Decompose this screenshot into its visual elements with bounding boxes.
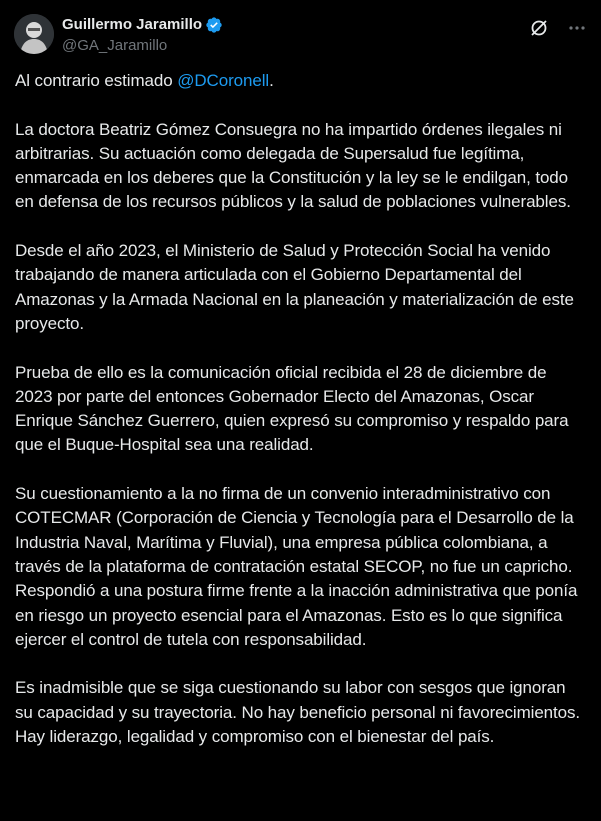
mention-link[interactable]: @DCoronell (177, 71, 270, 90)
tweet-paragraph-1-prefix: Al contrario estimado (15, 71, 178, 90)
tweet-text (15, 69, 587, 774)
author-handle[interactable]: @GA_Jaramillo (62, 37, 168, 54)
avatar[interactable] (14, 14, 54, 54)
tweet-header (14, 12, 587, 60)
tweet-paragraph-6: Es inadmisible que se siga cuestionando su labor con sesgos que ignoran su capacidad y su trayectoria. No hay beneficio personal ni favorecimientos. Hay liderazgo, legalidad y compromiso con el bienestar del país. (15, 678, 581, 747)
tweet-paragraph-5: Su cuestionamiento a la no firma de un convenio interadministrativo con COTECMAR (Corporación de Ciencia y Tecnología para el Desarrollo de la Industria Naval, Marítima y Fluvial), una empresa pública colombiana, a través de la plataforma de contratación estatal SECOP, no fue un capricho. Respondió a una postura firme frente a la inacción administrativa que ponía en riesgo un proyecto esencial para el Amazonas. Esto es lo que significa ejercer el control de tutela con responsabilidad. (15, 484, 578, 649)
avatar-image (14, 14, 54, 54)
tweet-paragraph-1-suffix: . (269, 71, 274, 90)
tweet-paragraph-4: Prueba de ello es la comunicación oficial recibida el 28 de diciembre de 2023 por parte del entonces Gobernador Electo del Amazonas, Oscar Enrique Sánchez Guerrero, quien expresó su compromiso y respaldo para que el Buque-Hospital sea una realidad. (15, 362, 569, 455)
author-names (62, 15, 223, 56)
tweet-paragraph-2: La doctora Beatriz Gómez Consuegra no ha impartido órdenes ilegales ni arbitrarias. Su actuación como delegada de Supersalud fue legítima, enmarcada en los deberes que la Constitución y la ley se le endilgan, todo en defensa de los recursos públicos y la salud de poblaciones vulnerables. (15, 119, 571, 212)
display-name[interactable]: Guillermo Jaramillo (62, 16, 203, 33)
more-options-icon[interactable] (567, 18, 587, 38)
grok-icon[interactable] (529, 18, 549, 38)
tweet-paragraph-1 (15, 69, 587, 93)
verified-badge-icon (205, 16, 223, 34)
tweet-paragraph-3: Desde el año 2023, el Ministerio de Salud y Protección Social ha venido trabajando de manera articulada con el Gobierno Departamental del Amazonas y la Armada Nacional en la planeación y materialización de este proyecto. (15, 241, 574, 333)
display-name-row (62, 15, 223, 35)
header-actions (529, 18, 587, 38)
